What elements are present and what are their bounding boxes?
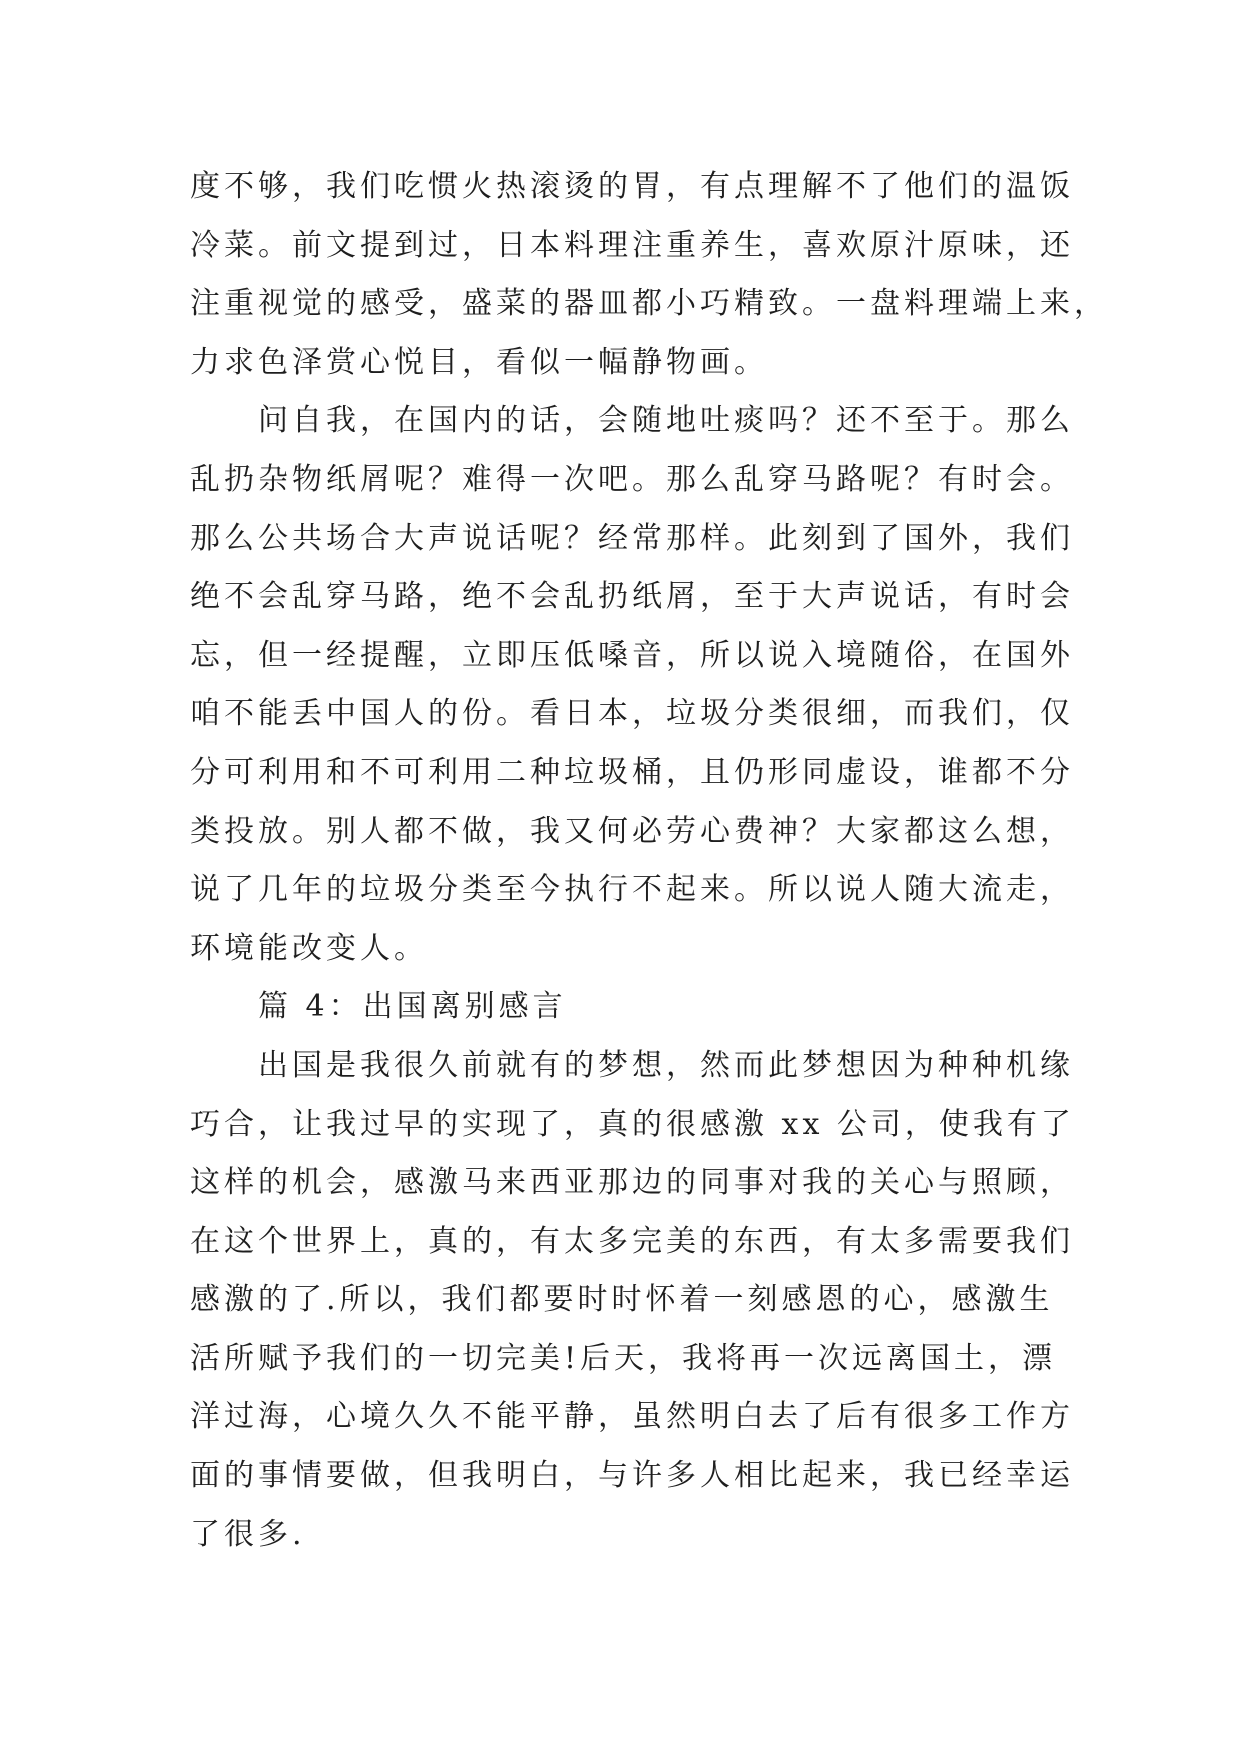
body-text: [190, 158, 1108, 1564]
text-line: 篇 4：出国离别感言: [258, 989, 567, 1025]
text-line: 问自我，在国内的话，会随地吐痰吗？还不至于。那么: [258, 403, 1074, 439]
text-line: 这样的机会，感激马来西亚那边的同事对我的关心与照顾，: [190, 1165, 1074, 1201]
text-line: 那么公共场合大声说话呢？经常那样。此刻到了国外，我们: [190, 520, 1074, 556]
text-line: 洋过海，心境久久不能平静，虽然明白去了后有很多工作方: [190, 1399, 1074, 1435]
text-line: 注重视觉的感受，盛菜的器皿都小巧精致。一盘料理端上来，: [190, 286, 1108, 322]
text-line: 出国是我很久前就有的梦想，然而此梦想因为种种机缘: [258, 1047, 1074, 1083]
text-line: 说了几年的垃圾分类至今执行不起来。所以说人随大流走，: [190, 872, 1074, 908]
text-line: 在这个世界上，真的，有太多完美的东西，有太多需要我们: [190, 1223, 1074, 1259]
text-line: 冷菜。前文提到过，日本料理注重养生，喜欢原汁原味，还: [190, 227, 1074, 263]
text-line: 感激的了.所以，我们都要时时怀着一刻感恩的心，感激生: [190, 1282, 1054, 1318]
text-line: 忘，但一经提醒，立即压低嗓音，所以说入境随俗，在国外: [190, 637, 1074, 673]
text-line: 力求色泽赏心悦目，看似一幅静物画。: [190, 344, 768, 380]
text-line: 咱不能丢中国人的份。看日本，垃圾分类很细，而我们，仅: [190, 696, 1074, 732]
text-line: 环境能改变人。: [190, 930, 428, 966]
text-line: 分可利用和不可利用二种垃圾桶，且仍形同虚设，谁都不分: [190, 754, 1074, 790]
text-line: 活所赋予我们的一切完美!后天，我将再一次远离国土，漂: [190, 1340, 1057, 1376]
text-line: 巧合，让我过早的实现了，真的很感激 xx 公司，使我有了: [190, 1106, 1075, 1142]
text-line: 了很多.: [190, 1516, 306, 1552]
text-line: 类投放。别人都不做，我又何必劳心费神？大家都这么想，: [190, 813, 1074, 849]
text-line: 绝不会乱穿马路，绝不会乱扔纸屑，至于大声说话，有时会: [190, 579, 1074, 615]
text-line: 乱扔杂物纸屑呢？难得一次吧。那么乱穿马路呢？有时会。: [190, 461, 1074, 497]
text-line: 度不够，我们吃惯火热滚烫的胃，有点理解不了他们的温饭: [190, 169, 1074, 204]
text-line: 面的事情要做，但我明白，与许多人相比起来，我已经幸运: [190, 1458, 1074, 1494]
